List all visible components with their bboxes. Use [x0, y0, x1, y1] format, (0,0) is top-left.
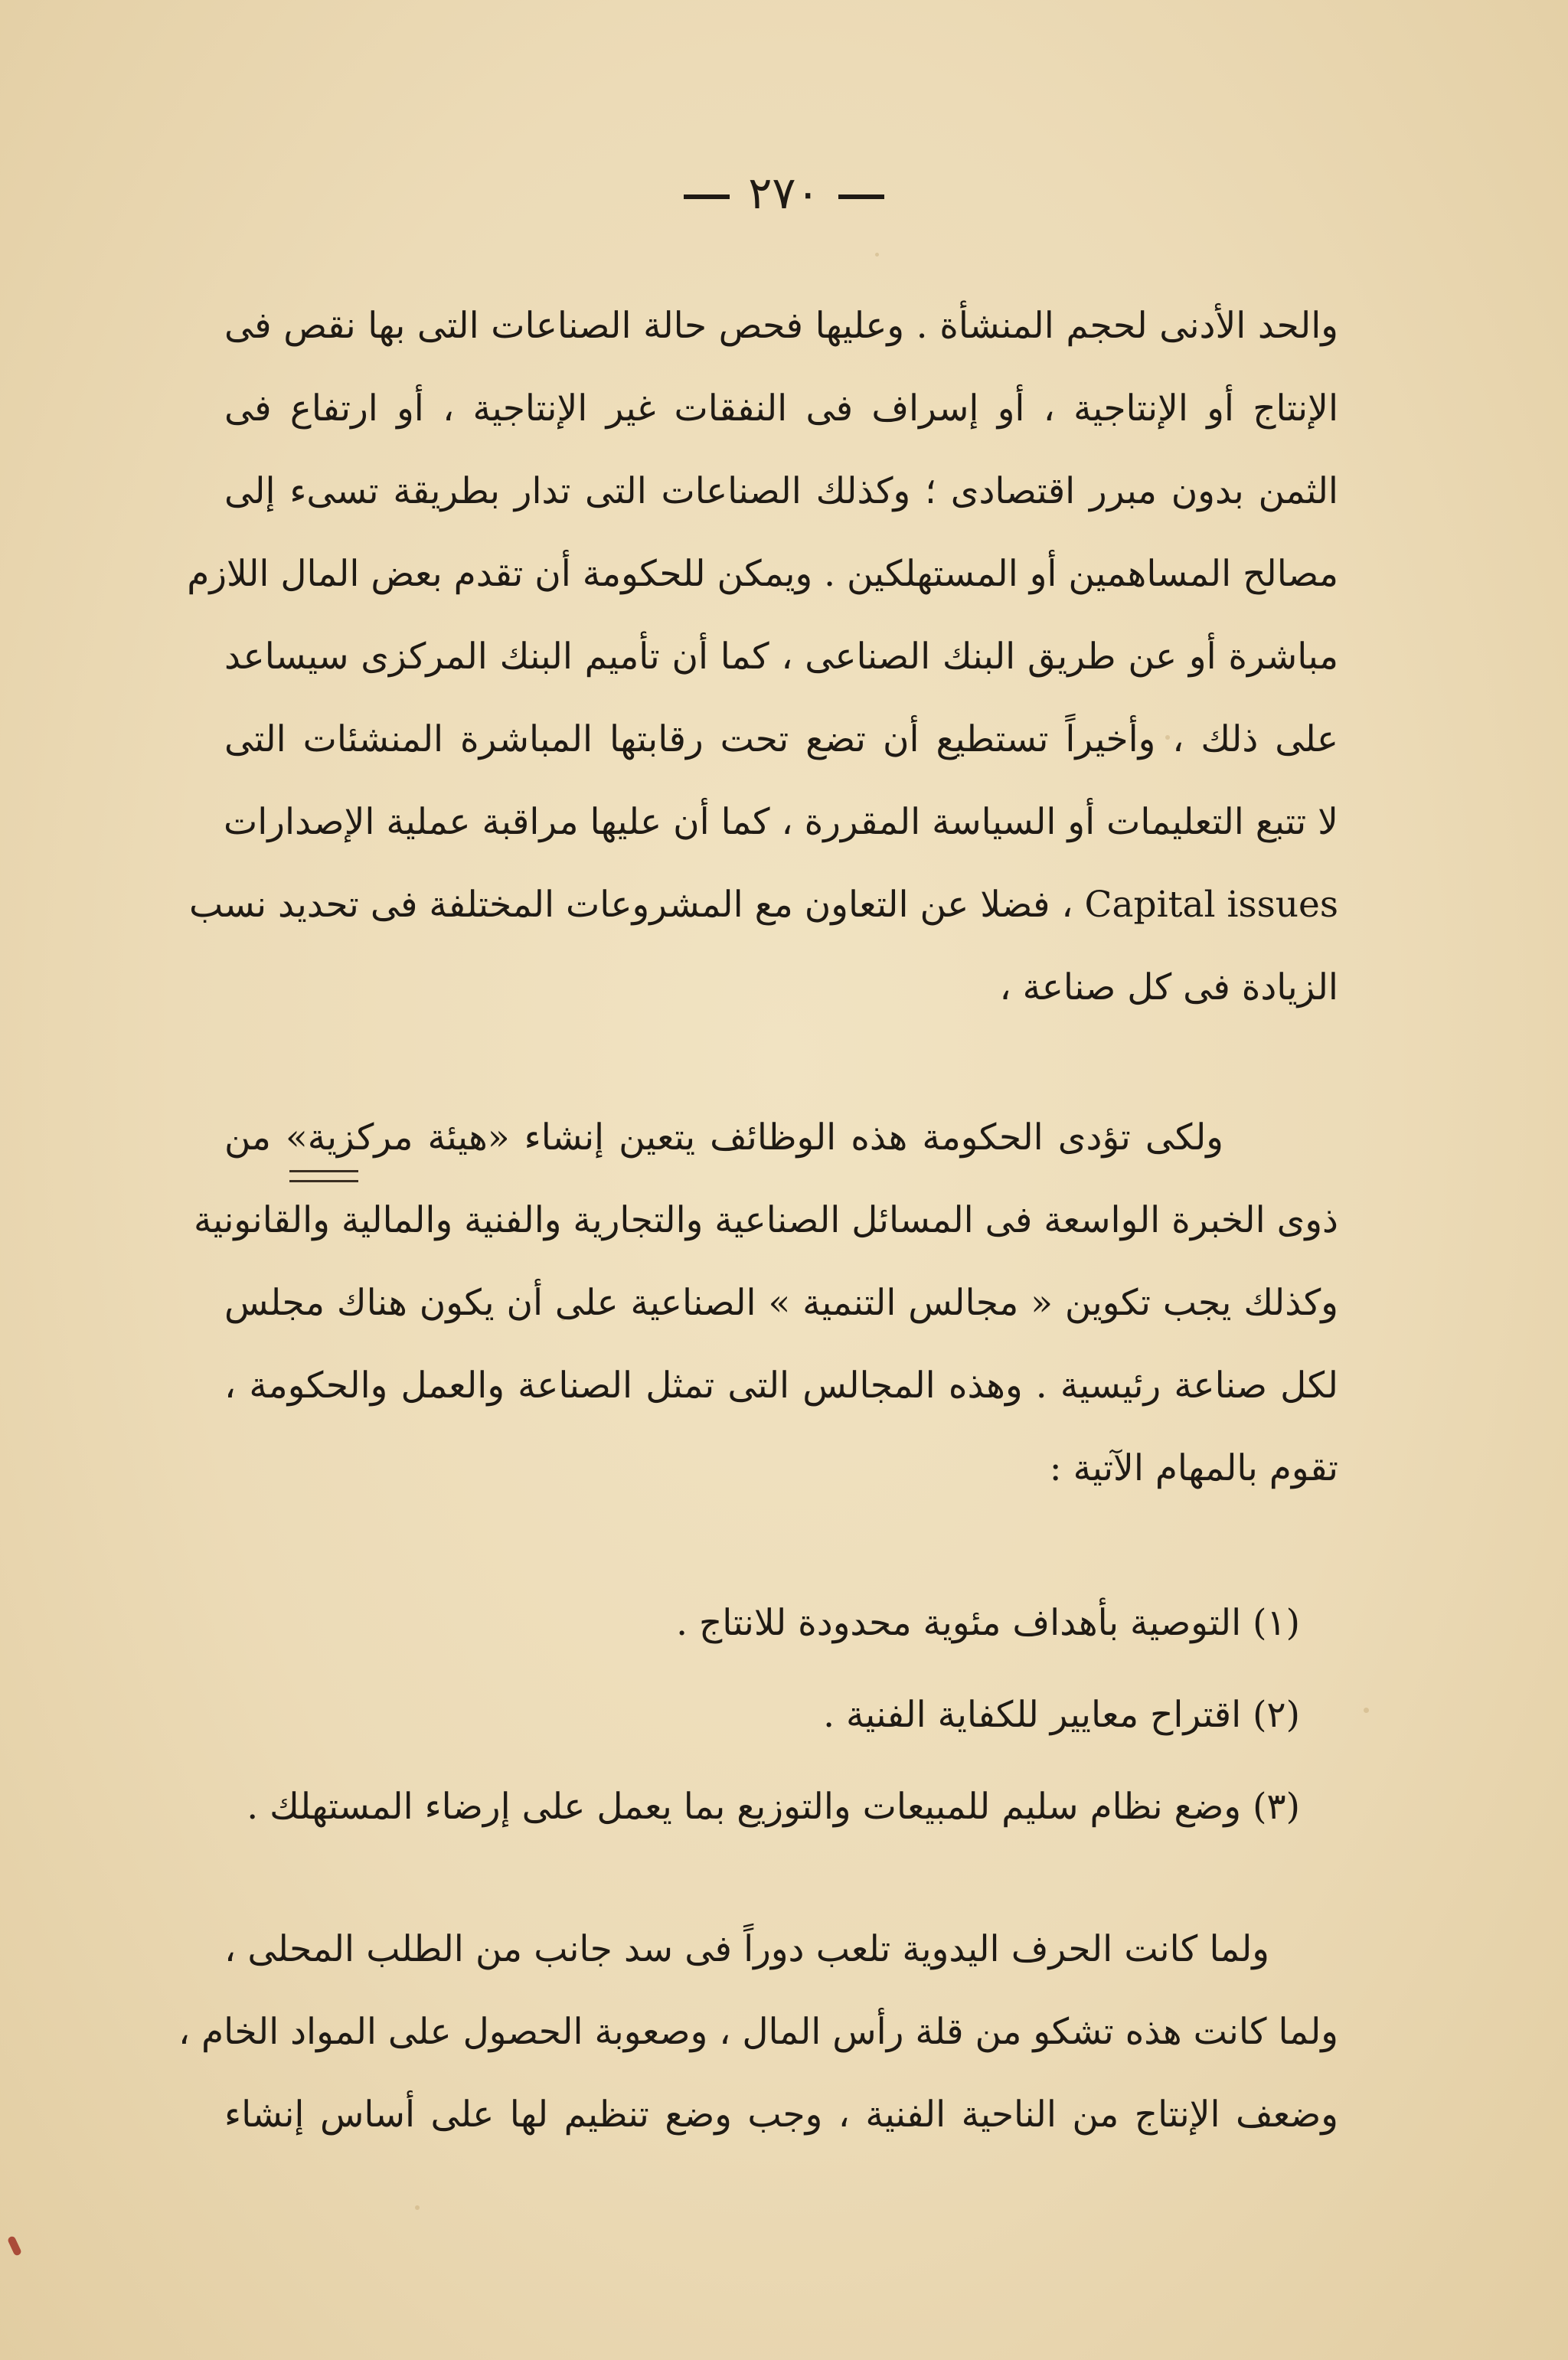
text-line: تقوم بالمهام الآتية :	[1049, 1447, 1338, 1489]
page-number-dash-left	[684, 194, 730, 199]
paper-speck	[875, 253, 879, 257]
page-number-value: ٢٧٠	[748, 167, 820, 219]
list-item: (٣) وضع نظام سليم للمبيعات والتوزيع بما يعمل على إرضاء المستهلك .	[247, 1786, 1300, 1828]
paragraph-3	[178, 1908, 1338, 2156]
text-line: على ذلك ، وأخيراً تستطيع أن تضع تحت رقابتها المباشرة المنشئات التى	[224, 718, 1338, 760]
text-line: لا تتبع التعليمات أو السياسة المقررة ، كما أن عليها مراقبة عملية الإصدارات	[223, 801, 1338, 843]
list-item: (١) التوصية بأهداف مئوية محدودة للانتاج .	[676, 1602, 1300, 1644]
text-line: وضعف الإنتاج من الناحية الفنية ، وجب وضع تنظيم لها على أساس إنشاء	[224, 2094, 1338, 2136]
paper-speck	[1364, 1708, 1369, 1713]
text-line: ولما كانت الحرف اليدوية تلعب دوراً فى سد جانب من الطلب المحلى ،	[224, 1928, 1269, 1970]
text-line: والحد الأدنى لحجم المنشأة . وعليها فحص حالة الصناعات التى بها نقص فى	[224, 305, 1338, 347]
text-line: الزيادة فى كل صناعة ،	[999, 966, 1338, 1008]
text-line: وكذلك يجب تكوين « مجالس التنمية » الصناعية على أن يكون هناك مجلس	[224, 1282, 1338, 1324]
text-line: ولما كانت هذه تشكو من قلة رأس المال ، وصعوبة الحصول على المواد الخام ،	[178, 2011, 1338, 2053]
text-line: ولكى تؤدى الحكومة هذه الوظائف يتعين إنشاء «هيئة مركزية» من	[224, 1116, 1223, 1159]
list-item: (٢) اقتراح معايير للكفاية الفنية .	[823, 1694, 1300, 1736]
numbered-list	[224, 1577, 1338, 1853]
text-line: لكل صناعة رئيسية . وهذه المجالس التى تمثل الصناعة والعمل والحكومة ،	[224, 1365, 1338, 1407]
text-line: Capital issues ، فضلا عن التعاون مع المشروعات المختلفة فى تحديد نسب	[188, 884, 1338, 926]
paragraph-2	[193, 1097, 1338, 1510]
page-number	[0, 167, 1568, 219]
page-number-dash-right	[838, 194, 884, 199]
text-line: الثمن بدون مبرر اقتصادى ؛ وكذلك الصناعات التى تدار بطريقة تسىء إلى	[224, 470, 1338, 512]
paragraph-1	[187, 285, 1338, 1029]
text-line: الإنتاج أو الإنتاجية ، أو إسراف فى النفقات غير الإنتاجية ، أو ارتفاع فى	[224, 387, 1338, 430]
text-line: مصالح المساهمين أو المستهلكين . ويمكن للحكومة أن تقدم بعض المال اللازم	[187, 553, 1338, 595]
text-line: مباشرة أو عن طريق البنك الصناعى ، كما أن تأميم البنك المركزى سيساعد	[224, 636, 1338, 678]
paper-speck	[415, 2205, 420, 2210]
text-line: ذوى الخبرة الواسعة فى المسائل الصناعية والتجارية والفنية والمالية والقانونية	[193, 1199, 1338, 1241]
red-ink-mark	[7, 2235, 22, 2257]
